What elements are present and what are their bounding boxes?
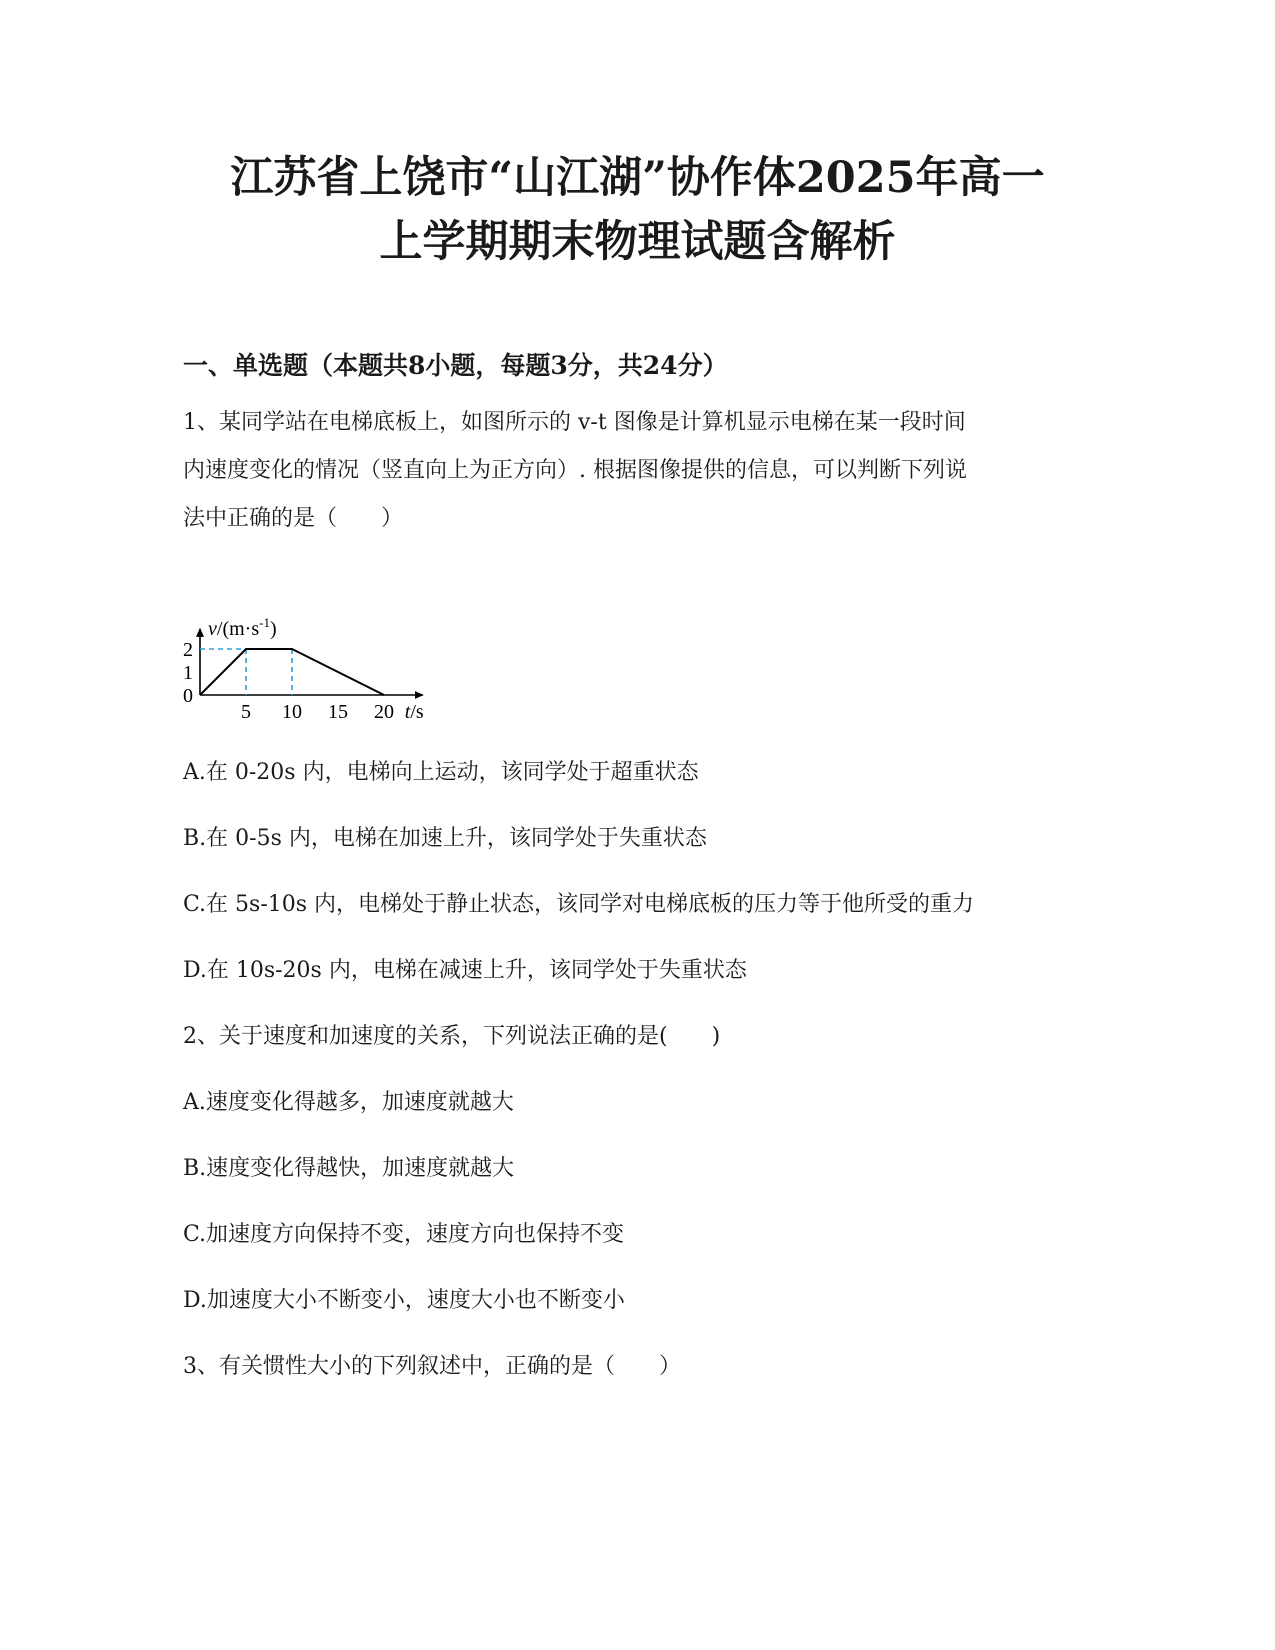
question-1-option-d: D.在 10s-20s 内，电梯在减速上升，该同学处于失重状态 — [183, 958, 747, 983]
question-2-option-b: B.速度变化得越快，加速度就越大 — [183, 1156, 515, 1181]
section-heading: 一、单选题（本题共8小题，每题3分，共24分） — [183, 351, 728, 380]
x-tick-label: 15 — [328, 701, 348, 723]
vt-graph — [170, 560, 460, 745]
x-tick-label: 5 — [241, 701, 251, 723]
question-2-option-a: A.速度变化得越多，加速度就越大 — [183, 1090, 514, 1115]
y-axis-label: $v/(m\cdot s^{-1})$ — [208, 614, 277, 640]
question-1-stem-line-3: 法中正确的是（ ） — [183, 506, 404, 531]
question-1-option-b: B.在 0-5s 内，电梯在加速上升，该同学处于失重状态 — [183, 826, 707, 851]
question-2-stem: 2、关于速度和加速度的关系，下列说法正确的是( ) — [183, 1024, 721, 1049]
vt-graph-figure — [170, 560, 460, 745]
x-tick-label: 20 — [374, 701, 394, 723]
question-1-stem-line-1: 1、某同学站在电梯底板上，如图所示的 v-t 图像是计算机显示电梯在某一段时间 — [183, 410, 966, 435]
question-3-stem: 3、有关惯性大小的下列叙述中，正确的是（ ） — [183, 1354, 681, 1379]
document-title-line-2: 上学期期末物理试题含解析 — [379, 217, 896, 267]
question-2-option-d: D.加速度大小不断变小，速度大小也不断变小 — [183, 1288, 625, 1313]
y-tick-label: 0 — [183, 685, 193, 707]
x-axis-label: t/s — [404, 701, 424, 723]
y-tick-label: 1 — [183, 662, 193, 684]
question-1-option-c: C.在 5s-10s 内，电梯处于静止状态，该同学对电梯底板的压力等于他所受的重力 — [183, 892, 975, 917]
question-1-option-a: A.在 0-20s 内，电梯向上运动，该同学处于超重状态 — [183, 760, 699, 785]
document-title-line-1: 江苏省上饶市“山江湖”协作体2025年高一 — [230, 153, 1045, 203]
question-2-option-c: C.加速度方向保持不变，速度方向也保持不变 — [183, 1222, 625, 1247]
y-tick-label: 2 — [183, 639, 193, 661]
question-1-stem-line-2: 内速度变化的情况（竖直向上为正方向）. 根据图像提供的信息，可以判断下列说 — [183, 458, 967, 483]
x-tick-label: 10 — [282, 701, 302, 723]
